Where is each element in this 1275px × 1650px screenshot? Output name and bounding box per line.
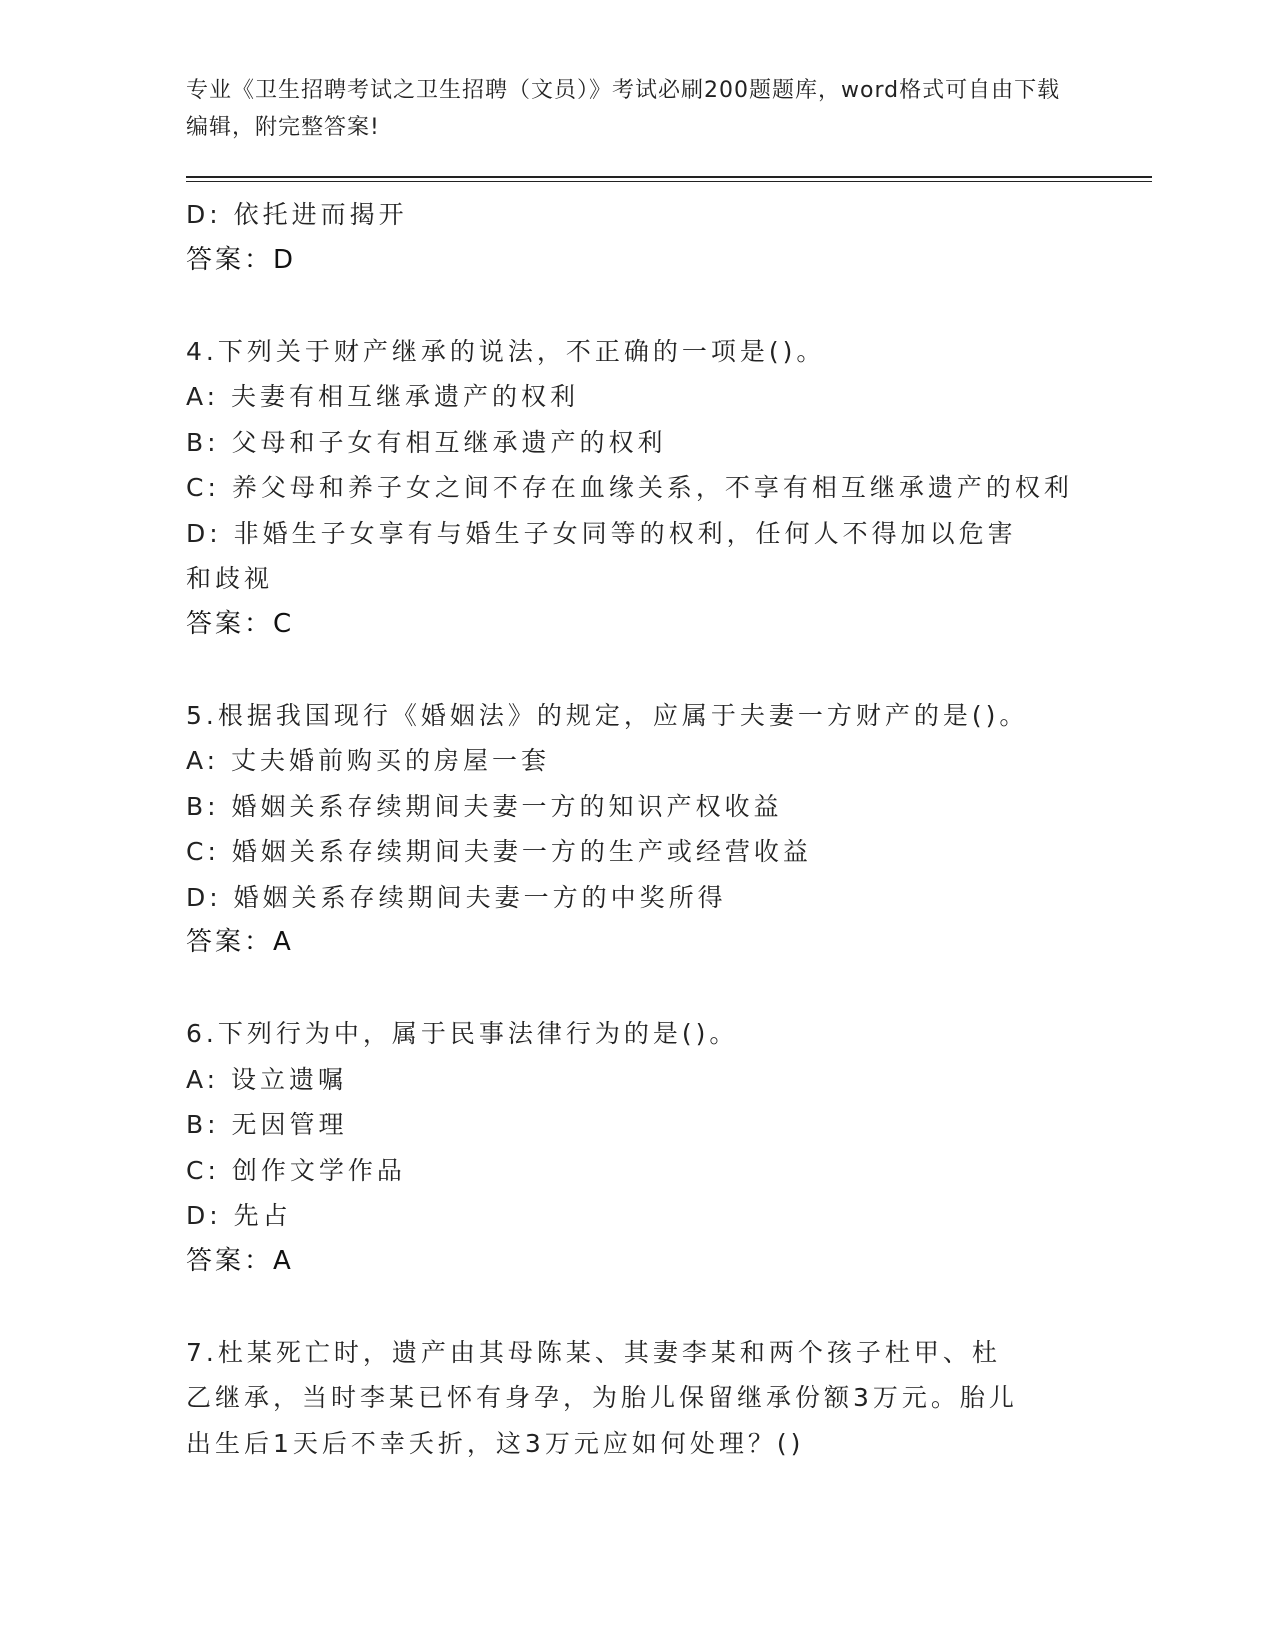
answer-value: C [273,608,293,639]
spacer [186,966,1086,1012]
document-header: 专业《卫生招聘考试之卫生招聘（文员）》考试必刷200题题库，word格式可自由下载编辑，附完整答案! [186,78,1061,140]
option-a: A: 夫妻有相互继承遗产的权利 [186,382,580,411]
option-c: C: 创作文学作品 [186,1155,406,1185]
question-stem: 4.下列关于财产继承的说法，不正确的一项是()。 [186,336,826,366]
answer-label: 答案： [186,608,274,639]
spacer [186,1284,1086,1330]
question-stem: 5.根据我国现行《婚姻法》的规定，应属于夫妻一方财产的是()。 [186,700,1029,730]
option-c: C: 养父母和养子女之间不存在血缘关系，不享有相互继承遗产的权利 [186,473,1073,502]
answer-label: 答案： [186,244,274,275]
answer-line [186,238,1086,284]
question-stem: 6.下列行为中，属于民事法律行为的是()。 [186,1019,739,1048]
question-7 [186,1330,1086,1467]
header-rule-thick [186,176,1152,178]
answer-value: A [273,1245,292,1276]
option-a: A: 设立遗嘱 [186,1064,348,1094]
answer-line [186,920,1086,966]
option-a: A: 丈夫婚前购买的房屋一套 [186,746,551,775]
answer-line [186,602,1086,648]
answer-value: A [273,927,292,957]
option-d: D: 依托进而揭开 [186,200,408,229]
document-body [186,192,1086,1466]
option-d: D: 先占 [186,1201,292,1230]
answer-value: D [273,244,295,275]
spacer [186,283,1086,329]
option-b: B: 无因管理 [186,1110,348,1139]
answer-label: 答案： [186,927,274,957]
question-5 [186,693,1086,966]
answer-line [186,1239,1086,1285]
question-6 [186,1011,1086,1284]
header-rule-thin [186,181,1152,182]
answer-label: 答案： [186,1245,274,1276]
option-b: B: 婚姻关系存续期间夫妻一方的知识产权收益 [186,791,783,821]
option-d: D: 婚姻关系存续期间夫妻一方的中奖所得 [186,882,727,912]
question-4 [186,329,1086,648]
option-d: D: 非婚生子女享有与婚生子女同等的权利，任何人不得加以危害和歧视 [186,518,1017,593]
option-c: C: 婚姻关系存续期间夫妻一方的生产或经营收益 [186,837,812,866]
option-b: B: 父母和子女有相互继承遗产的权利 [186,427,667,457]
question-stem: 7.杜某死亡时，遗产由其母陈某、其妻李某和两个孩子杜甲、杜乙继承，当时李某已怀有身孕，为胎儿保留继承份额3万元。胎儿出生后1天后不幸夭折，这3万元应如何处理？() [186,1337,1018,1458]
spacer [186,647,1086,693]
